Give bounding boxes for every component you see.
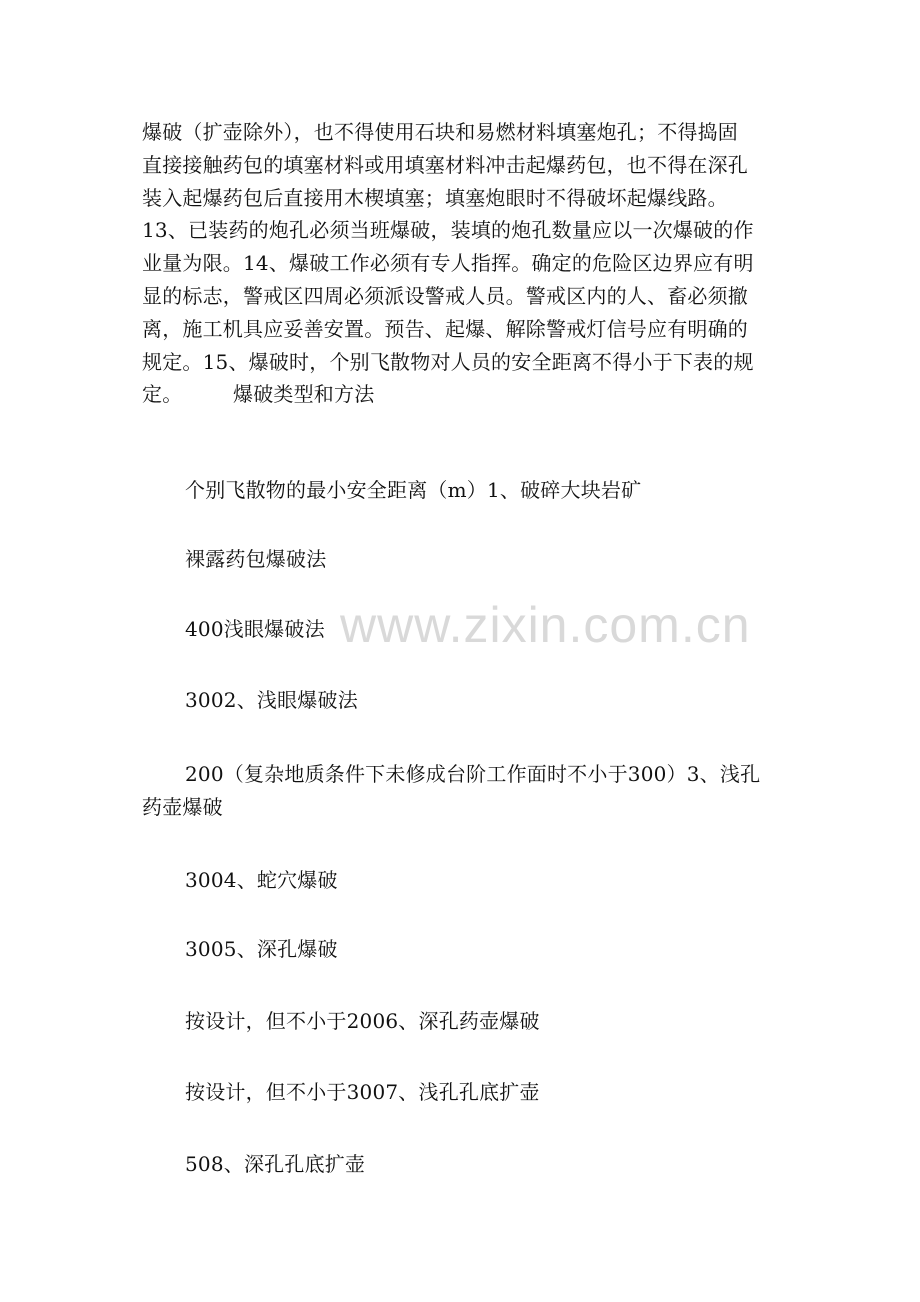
paragraph-line: 直接接触药包的填塞材料或用填塞材料冲击起爆药包，也不得在深孔 (142, 152, 748, 177)
paragraph-line: 离，施工机具应妥善安置。预告、起爆、解除警戒灯信号应有明确的 (142, 316, 748, 341)
blast-method-item: 3005、深孔爆破 (185, 937, 338, 961)
blast-method-item: 400浅眼爆破法 (185, 617, 325, 641)
blast-method-item: 3002、浅眼爆破法 (185, 688, 358, 712)
paragraph-line: 13、已装药的炮孔必须当班爆破，装填的炮孔数量应以一次爆破的作 (142, 218, 754, 243)
blast-method-item: 按设计，但不小于3007、浅孔孔底扩壶 (185, 1080, 540, 1104)
blast-method-item: 200（复杂地质条件下未修成台阶工作面时不小于300）3、浅孔 (185, 762, 761, 786)
paragraph-line: 规定。15、爆破时，个别飞散物对人员的安全距离不得小于下表的规 (142, 349, 754, 374)
blast-method-item-continued: 药壶爆破 (142, 795, 223, 819)
safety-distance-heading: 个别飞散物的最小安全距离（m）1、破碎大块岩矿 (185, 478, 642, 502)
intro-paragraph (142, 116, 782, 411)
paragraph-line: 显的标志，警戒区四周必须派设警戒人员。警戒区内的人、畜必须撤 (142, 283, 748, 308)
paragraph-line: 爆破（扩壶除外），也不得使用石块和易燃材料填塞炮孔；不得捣固 (142, 120, 738, 144)
blast-method-item: 3004、蛇穴爆破 (185, 868, 338, 892)
blast-method-item: 按设计，但不小于2006、深孔药壶爆破 (185, 1009, 540, 1033)
watermark: www.zixin.com.cn (340, 597, 751, 653)
blast-method-item: 508、深孔孔底扩壶 (185, 1152, 366, 1176)
paragraph-line: 定。 爆破类型和方法 (142, 382, 375, 407)
paragraph-line: 装入起爆药包后直接用木楔填塞；填塞炮眼时不得破坏起爆线路。 (142, 185, 728, 210)
blast-method-item: 裸露药包爆破法 (185, 547, 327, 571)
paragraph-line: 业量为限。14、爆破工作必须有专人指挥。确定的危险区边界应有明 (142, 251, 754, 276)
